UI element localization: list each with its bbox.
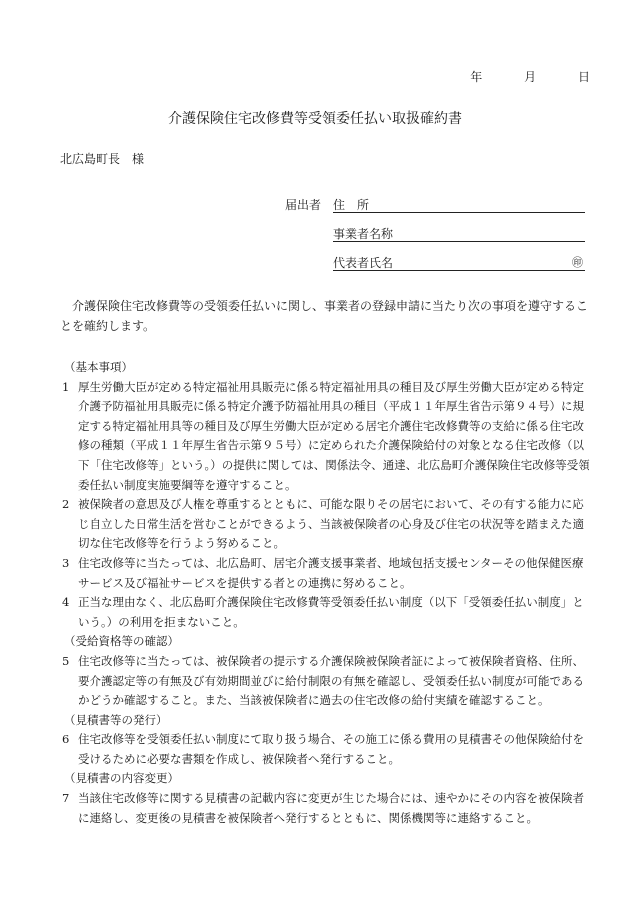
- representative-label: 代表者氏名: [333, 256, 394, 270]
- document-title: 介護保険住宅改修費等受領委任払い取扱確約書: [168, 111, 462, 127]
- addressee: 北広島町長 様: [60, 152, 145, 166]
- item-text: 当該住宅改修等に関する見積書の記載内容に変更が生じた場合には、速やかにその内容を被保険者に連絡し、変更後の見積書を被保険者へ発行するとともに、関係機関等に連絡すること。: [78, 791, 584, 825]
- section-heading: （見積書の内容変更）: [64, 771, 179, 786]
- list-item: [60, 378, 595, 496]
- date-line: [470, 68, 590, 85]
- document-body: [60, 358, 595, 828]
- item-number: 6: [62, 732, 70, 747]
- company-row: [285, 225, 585, 254]
- submitter-block: [285, 196, 585, 283]
- address-row: [285, 196, 585, 225]
- list-item: [60, 789, 595, 828]
- date-day: 日: [577, 70, 590, 84]
- item-text: 厚生労働大臣が定める特定福祉用具販売に係る特定福祉用具の種目及び厚生労働大臣が定める特定介護予防福祉用具販売に係る特定介護予防福祉用具の種目（平成１１年厚生省告示第９４号）に規定する特定福祉用具等の種目及び厚生労働大臣が定める居宅介護住宅改修費等の支給に係る住宅改修の種類（平成１１年厚生省告示第９５号）に定められた介護保険給付の対象となる住宅改修（以下「住宅改修等」という。）の提供に関しては、関係法令、通達、北広島町介護保険住宅改修等受領委任払い制度実施要綱等を遵守すること。: [78, 379, 590, 492]
- section-heading: （見積書等の発行）: [64, 712, 168, 727]
- section-basic: [60, 358, 595, 632]
- section-eligibility: [60, 632, 595, 710]
- company-field[interactable]: [333, 225, 585, 242]
- address-field[interactable]: [333, 196, 585, 213]
- item-number: 5: [62, 653, 70, 668]
- list-item: [60, 554, 595, 593]
- item-text: 住宅改修等に当たっては、被保険者の提示する介護保険被保険者証によって被保険者資格、住所、要介護認定等の有無及び有効期間並びに給付制限の有無を確認し、受領委任払い制度が可能であるかどうか確認すること。また、当該被保険者に過去の住宅改修の給付実績を確認すること。: [78, 653, 584, 708]
- representative-row: [285, 254, 585, 283]
- item-text: 住宅改修等を受領委任払い制度にて取り扱う場合、その施工に係る費用の見積書その他保険給付を受けるために必要な書類を作成し、被保険者へ発行すること。: [78, 732, 584, 766]
- item-number: 3: [62, 555, 70, 570]
- date-month: 月: [524, 70, 537, 84]
- representative-field[interactable]: [333, 254, 585, 271]
- item-number: 1: [62, 379, 70, 394]
- address-label: 住 所: [333, 198, 370, 212]
- intro-paragraph: 介護保険住宅改修費等の受領委任払いに関し、事業者の登録申請に当たり次の事項を遵守することを確約します。: [60, 299, 589, 333]
- item-number: 2: [62, 497, 70, 512]
- item-text: 被保険者の意思及び人権を尊重するとともに、可能な限りその居宅において、その有する能力に応じ自立した日常生活を営むことができるよう、当該被保険者の心身及び住宅の状況等を踏まえた適切な住宅改修等を行うよう努めること。: [78, 497, 584, 551]
- list-item: [60, 593, 595, 632]
- list-item: [60, 495, 595, 554]
- seal-mark: ㊞: [572, 256, 583, 269]
- submitter-role: 届出者: [285, 198, 322, 212]
- section-heading: （受給資格等の確認）: [64, 634, 179, 649]
- section-estimate-issue: [60, 711, 595, 770]
- company-label: 事業者名称: [333, 227, 394, 241]
- section-estimate-change: [60, 769, 595, 828]
- item-number: 4: [62, 595, 70, 610]
- list-item: [60, 730, 595, 769]
- date-year: 年: [470, 70, 483, 84]
- section-heading: （基本事項）: [64, 360, 133, 374]
- item-text: 正当な理由なく、北広島町介護保険住宅改修費等受領委任払い制度（以下「受領委任払い制度」という。）の利用を拒まないこと。: [78, 595, 584, 629]
- item-number: 7: [62, 791, 70, 806]
- list-item: [60, 652, 595, 711]
- item-text: 住宅改修等に当たっては、北広島町、居宅介護支援事業者、地域包括支援センターその他保健医療サービス及び福祉サービスを提供する者との連携に努めること。: [78, 555, 584, 590]
